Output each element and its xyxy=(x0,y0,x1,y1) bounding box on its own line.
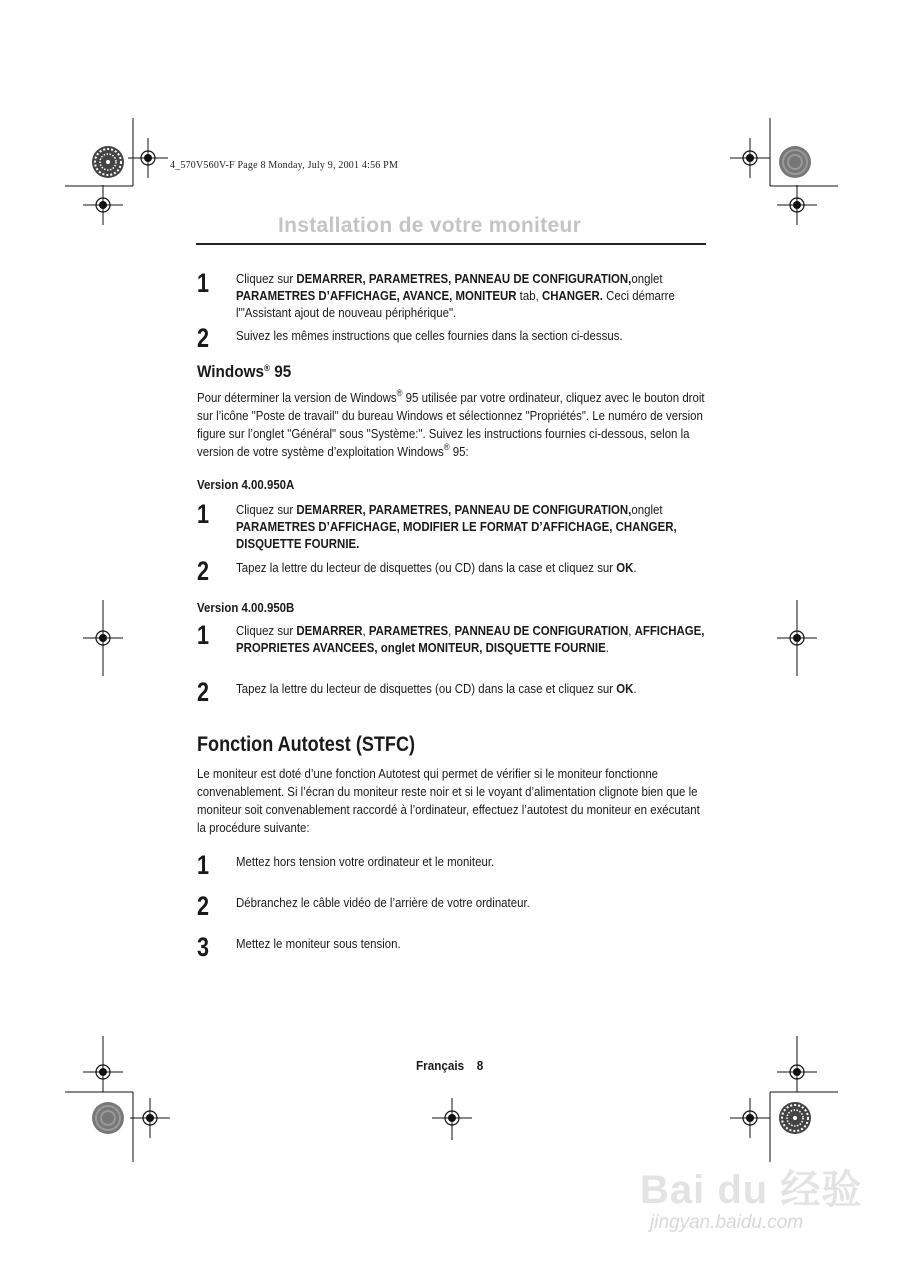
page-title: Installation de votre moniteur xyxy=(278,214,582,237)
step-text: Cliquez sur DEMARRER, PARAMETRES, PANNEAU DE CONFIGURATION, AFFICHAGE, PROPRIETES AVANCEES, onglet MONITEUR, DISQUETTE FOURNIE. xyxy=(236,623,705,655)
page-number: 8 xyxy=(476,1058,484,1073)
gray-disc-icon xyxy=(779,146,811,178)
registration-mark-icon xyxy=(128,138,168,178)
step-number: 1 xyxy=(197,499,210,529)
registration-mark-icon xyxy=(777,185,817,225)
footer-language: Français xyxy=(416,1058,465,1073)
registration-mark-icon xyxy=(130,1098,170,1138)
gray-disc-icon xyxy=(92,1102,124,1134)
step-number: 2 xyxy=(197,677,210,707)
step-text: Cliquez sur DEMARRER, PARAMETRES, PANNEAU DE CONFIGURATION,onglet PARAMETRES D’AFFICHAGE, AVANCE, MONITEUR tab, CHANGER. Ceci démarre l'"Assistant ajout de nouveau périphérique". xyxy=(236,271,675,320)
color-target-icon xyxy=(92,146,124,178)
watermark-url: jingyan.baidu.com xyxy=(650,1212,804,1233)
watermark-logo: Bai du 经验 xyxy=(640,1168,863,1212)
windows95-paragraph: Pour déterminer la version de Windows® 95 utilisée par votre ordinateur, cliquez avec le bouton droit sur l’icône "Poste de travail" du bureau Windows et sélectionnez "Propriétés". Le numéro de version figure sur l’onglet "Général" sous "Système:". Suivez les instructions fournies ci-dessous, selon la version de votre système d’exploitation Windows® 95: xyxy=(197,388,705,459)
registration-mark-icon xyxy=(730,1098,770,1138)
step-text: Cliquez sur DEMARRER, PARAMETRES, PANNEAU DE CONFIGURATION,onglet PARAMETRES D’AFFICHAGE, MODIFIER LE FORMAT D’AFFICHAGE, CHANGER, DISQUETTE FOURNIE. xyxy=(236,502,677,551)
step-number: 2 xyxy=(197,556,210,586)
stfc-paragraph: Le moniteur est doté d’une fonction Autotest qui permet de vérifier si le moniteur fonctionne convenablement. Si l’écran du moniteur reste noir et si le voyant d’alimentation clignote bien que le moniteur soit convenablement raccordé à l’ordinateur, effectuez l’autotest du moniteur en exécutant la procédure suivante: xyxy=(197,766,700,835)
step-text: Tapez la lettre du lecteur de disquettes (ou CD) dans la case et cliquez sur OK. xyxy=(236,681,637,696)
step-number: 1 xyxy=(197,268,210,298)
step-number: 2 xyxy=(197,323,210,353)
step-number: 3 xyxy=(197,932,210,962)
version-heading: Version 4.00.950B xyxy=(197,600,295,615)
step-number: 2 xyxy=(197,891,210,921)
page-footer xyxy=(416,1058,483,1073)
registration-mark-icon xyxy=(83,185,123,225)
step-number: 1 xyxy=(197,620,210,650)
version-heading: Version 4.00.950A xyxy=(197,477,295,492)
section-heading: Fonction Autotest (STFC) xyxy=(197,733,416,756)
step-number: 1 xyxy=(197,850,210,880)
section-heading: Windows® 95 xyxy=(197,362,292,381)
step-text: Mettez le moniteur sous tension. xyxy=(236,936,401,951)
step-text: Mettez hors tension votre ordinateur et le moniteur. xyxy=(236,854,495,869)
registration-mark-icon xyxy=(730,138,770,178)
color-target-icon xyxy=(779,1102,811,1134)
print-slug: 4_570V560V-F Page 8 Monday, July 9, 2001 4:56 PM xyxy=(170,160,399,171)
title-rule xyxy=(196,243,706,245)
step-text: Tapez la lettre du lecteur de disquettes (ou CD) dans la case et cliquez sur OK. xyxy=(236,560,637,575)
step-text: Suivez les mêmes instructions que celles fournies dans la section ci-dessus. xyxy=(236,328,623,343)
step-text: Débranchez le câble vidéo de l’arrière de votre ordinateur. xyxy=(236,895,530,910)
